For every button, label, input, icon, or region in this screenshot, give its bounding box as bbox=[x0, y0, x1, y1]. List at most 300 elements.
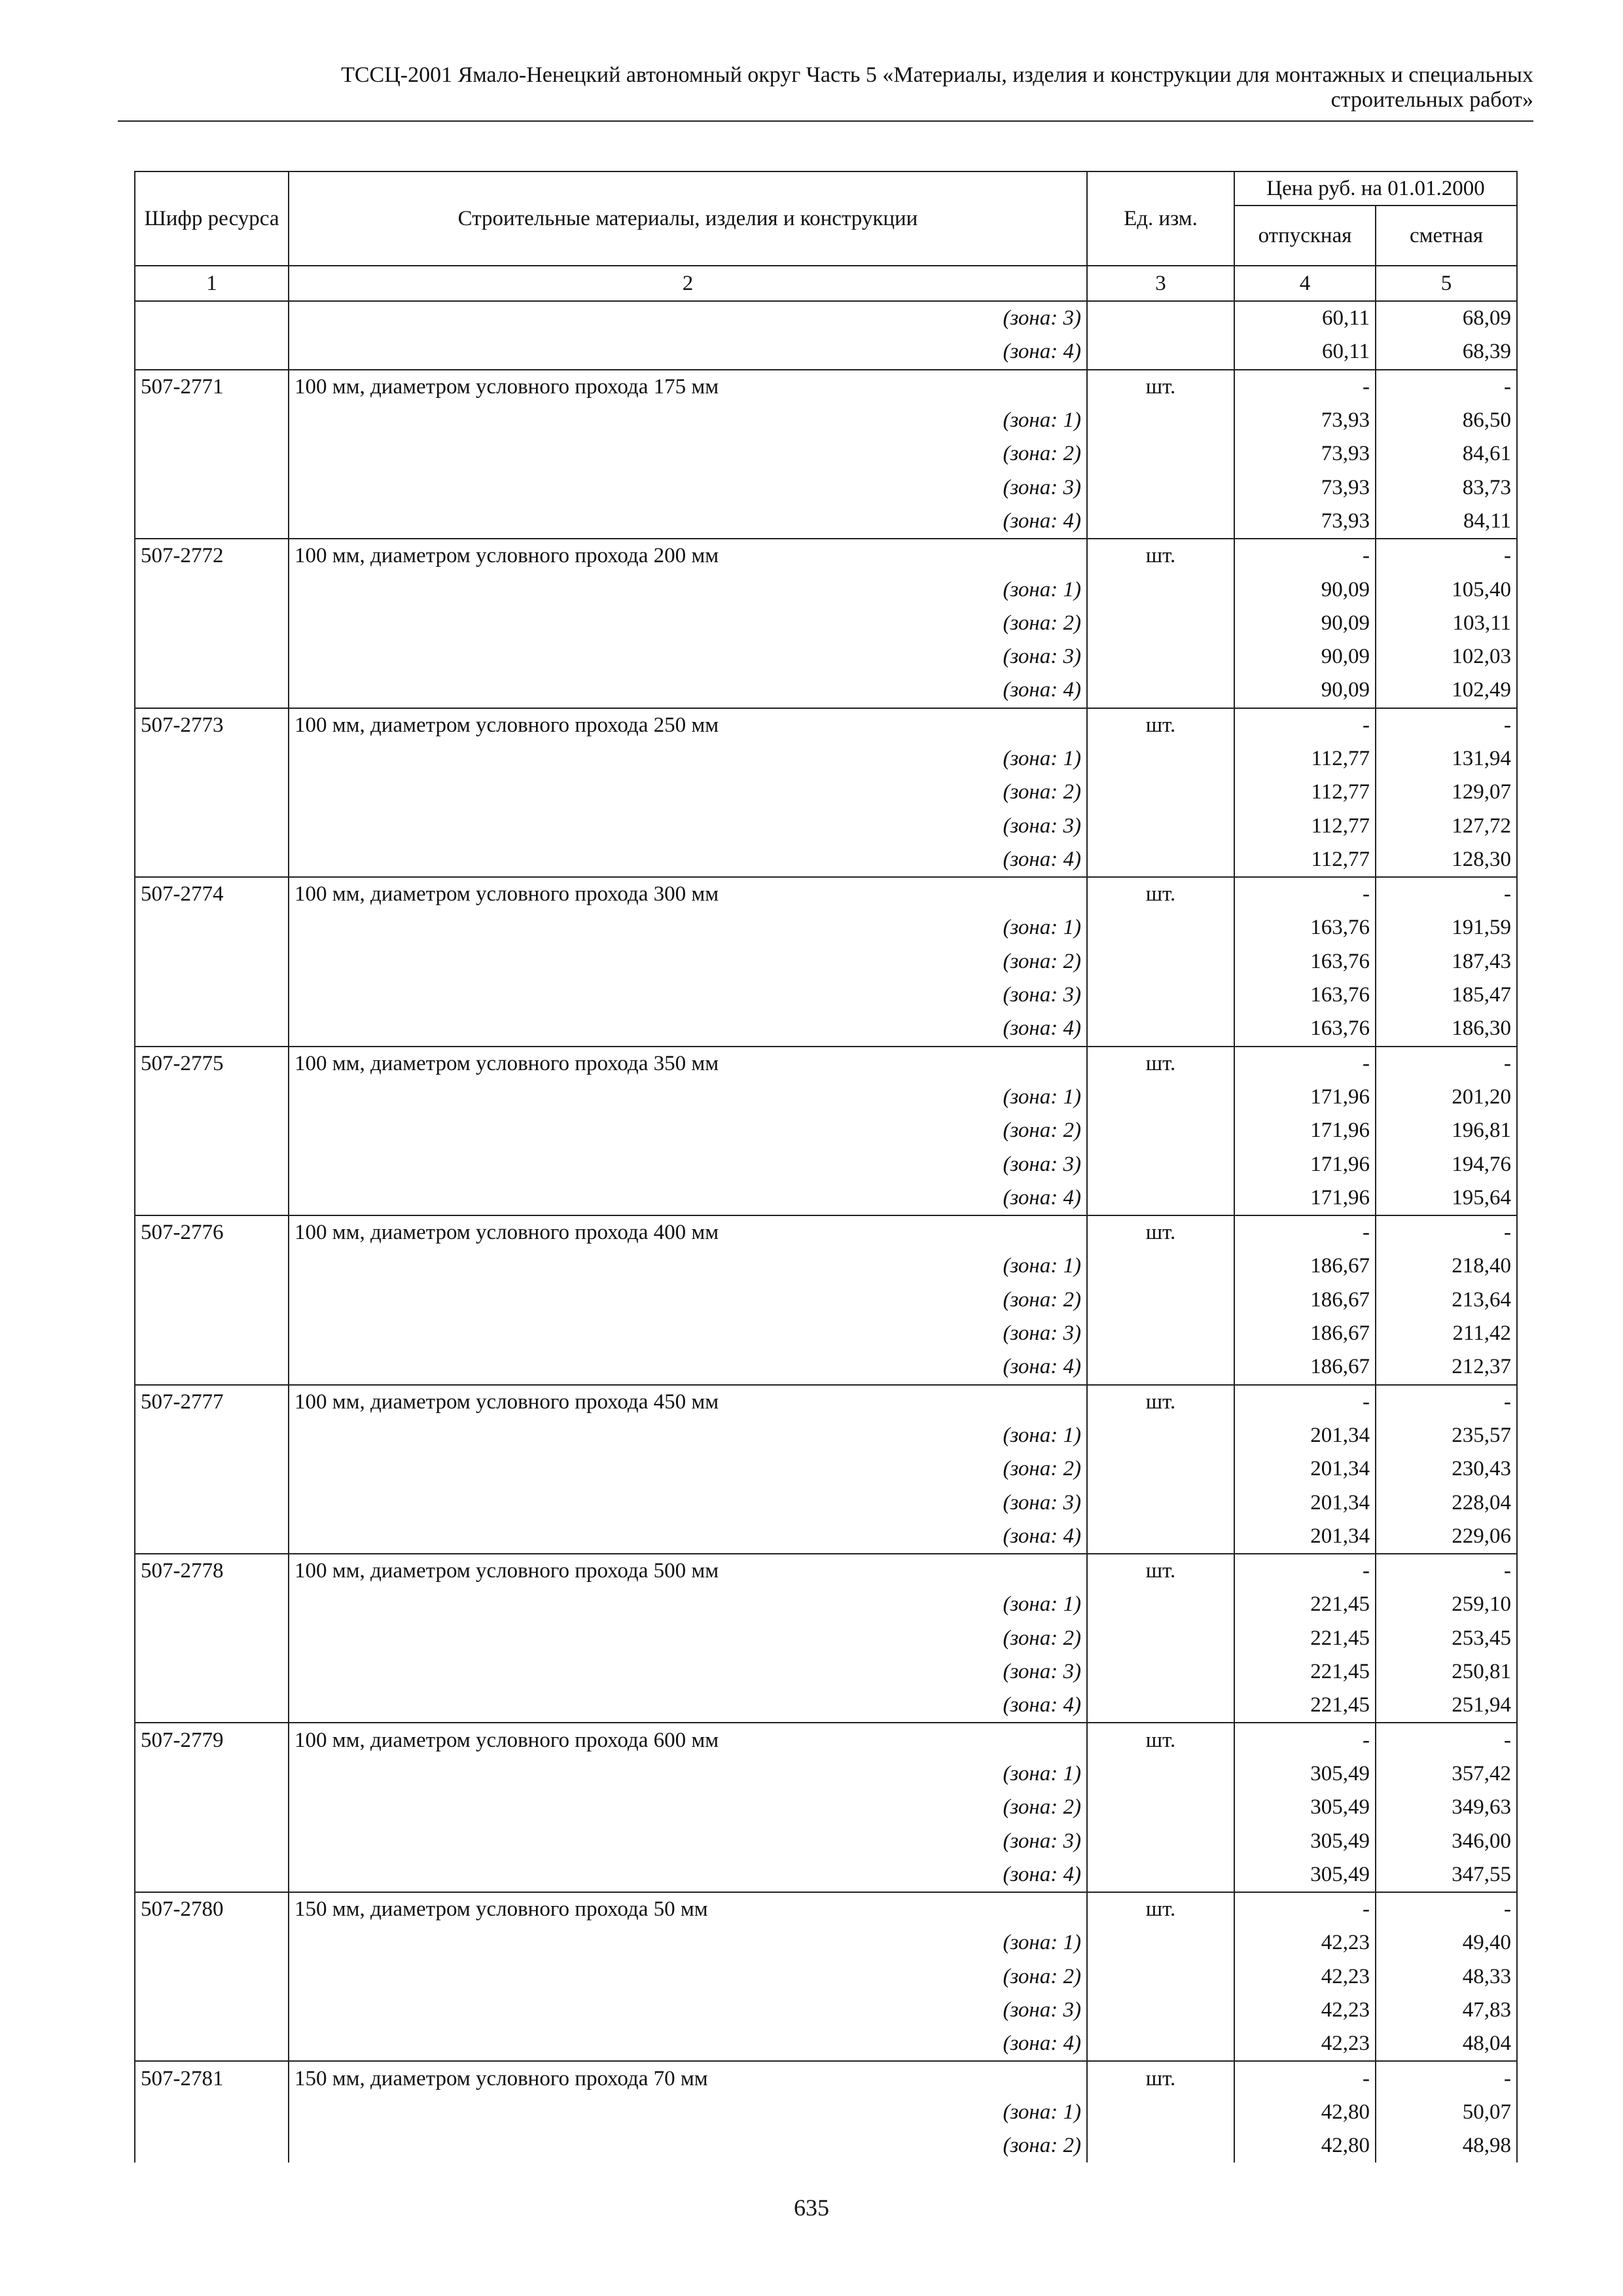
zone-release-price: 163,76 bbox=[1234, 1012, 1376, 1046]
zone-row bbox=[135, 607, 1517, 640]
zone-estimate-price: 103,11 bbox=[1376, 607, 1517, 640]
zone-row bbox=[135, 1283, 1517, 1317]
header-title-line-2: строительных работ» bbox=[1330, 88, 1533, 112]
zone-unit-cell bbox=[1087, 1926, 1234, 1960]
column-header-price-release: отпускная bbox=[1234, 206, 1376, 266]
zone-label: (зона: 1) bbox=[289, 1757, 1087, 1791]
zone-row bbox=[135, 1824, 1517, 1857]
zone-label: (зона: 4) bbox=[289, 673, 1087, 708]
zone-row bbox=[135, 1858, 1517, 1892]
zone-code-cell bbox=[135, 776, 289, 809]
zone-code-cell bbox=[135, 1858, 289, 1892]
zone-row bbox=[135, 301, 1517, 335]
zone-row bbox=[135, 1114, 1517, 1147]
zone-estimate-price: 195,64 bbox=[1376, 1181, 1517, 1215]
resource-code: 507-2775 bbox=[135, 1047, 289, 1081]
zone-row bbox=[135, 1791, 1517, 1824]
zone-code-cell bbox=[135, 1757, 289, 1791]
column-header-code: Шифр ресурса bbox=[135, 171, 289, 266]
zone-label: (зона: 3) bbox=[289, 1994, 1087, 2027]
zone-row bbox=[135, 1520, 1517, 1554]
zone-estimate-price: 50,07 bbox=[1376, 2096, 1517, 2129]
zone-label: (зона: 4) bbox=[289, 335, 1087, 369]
zone-label: (зона: 4) bbox=[289, 505, 1087, 539]
table-row bbox=[135, 1723, 1517, 1757]
zone-release-price: 171,96 bbox=[1234, 1181, 1376, 1215]
zone-row bbox=[135, 404, 1517, 437]
zone-release-price: 42,23 bbox=[1234, 1926, 1376, 1960]
zone-estimate-price: 259,10 bbox=[1376, 1588, 1517, 1621]
zone-release-price: 171,96 bbox=[1234, 1081, 1376, 1114]
zone-label: (зона: 3) bbox=[289, 978, 1087, 1012]
release-price: - bbox=[1234, 1892, 1376, 1926]
table-row bbox=[135, 1215, 1517, 1249]
zone-label: (зона: 4) bbox=[289, 1520, 1087, 1554]
zone-unit-cell bbox=[1087, 471, 1234, 504]
zone-row bbox=[135, 1926, 1517, 1960]
zone-label: (зона: 1) bbox=[289, 742, 1087, 776]
zone-code-cell bbox=[135, 2027, 289, 2061]
zone-label: (зона: 4) bbox=[289, 1181, 1087, 1215]
zone-code-cell bbox=[135, 437, 289, 471]
zone-release-price: 186,67 bbox=[1234, 1350, 1376, 1384]
unit-of-measure: шт. bbox=[1087, 539, 1234, 573]
zone-row bbox=[135, 1081, 1517, 1114]
zone-row bbox=[135, 978, 1517, 1012]
zone-row bbox=[135, 809, 1517, 842]
zone-row bbox=[135, 437, 1517, 471]
zone-estimate-price: 48,04 bbox=[1376, 2027, 1517, 2061]
zone-unit-cell bbox=[1087, 1350, 1234, 1384]
material-name: 100 мм, диаметром условного прохода 250 мм bbox=[289, 708, 1087, 742]
zone-label: (зона: 3) bbox=[289, 1317, 1087, 1350]
zone-estimate-price: 86,50 bbox=[1376, 404, 1517, 437]
zone-label: (зона: 2) bbox=[289, 607, 1087, 640]
zone-label: (зона: 1) bbox=[289, 1249, 1087, 1283]
price-table-header bbox=[135, 171, 1517, 301]
zone-estimate-price: 230,43 bbox=[1376, 1452, 1517, 1486]
zone-code-cell bbox=[135, 1452, 289, 1486]
zone-unit-cell bbox=[1087, 978, 1234, 1012]
zone-release-price: 60,11 bbox=[1234, 301, 1376, 335]
zone-code-cell bbox=[135, 1283, 289, 1317]
zone-unit-cell bbox=[1087, 1081, 1234, 1114]
zone-label: (зона: 2) bbox=[289, 2129, 1087, 2162]
zone-row bbox=[135, 1012, 1517, 1046]
zone-code-cell bbox=[135, 1081, 289, 1114]
zone-row bbox=[135, 1452, 1517, 1486]
zone-release-price: 201,34 bbox=[1234, 1486, 1376, 1519]
material-name: 100 мм, диаметром условного прохода 600 мм bbox=[289, 1723, 1087, 1757]
release-price: - bbox=[1234, 1554, 1376, 1588]
zone-release-price: 73,93 bbox=[1234, 404, 1376, 437]
page-header bbox=[118, 63, 1533, 113]
zone-code-cell bbox=[135, 1588, 289, 1621]
header-title-line-1: ТССЦ-2001 Ямало-Ненецкий автономный округ Часть 5 «Материалы, изделия и конструкции для монтажных и специальных bbox=[341, 63, 1533, 87]
zone-unit-cell bbox=[1087, 573, 1234, 606]
zone-code-cell bbox=[135, 1689, 289, 1723]
column-number-2: 2 bbox=[289, 266, 1087, 301]
table-row bbox=[135, 708, 1517, 742]
zone-release-price: 42,23 bbox=[1234, 1994, 1376, 2027]
unit-of-measure: шт. bbox=[1087, 1892, 1234, 1926]
zone-estimate-price: 218,40 bbox=[1376, 1249, 1517, 1283]
zone-row bbox=[135, 1655, 1517, 1689]
zone-row bbox=[135, 2027, 1517, 2061]
zone-release-price: 171,96 bbox=[1234, 1147, 1376, 1181]
zone-unit-cell bbox=[1087, 505, 1234, 539]
zone-release-price: 112,77 bbox=[1234, 776, 1376, 809]
zone-label: (зона: 3) bbox=[289, 471, 1087, 504]
zone-estimate-price: 346,00 bbox=[1376, 1824, 1517, 1857]
zone-label: (зона: 2) bbox=[289, 1283, 1087, 1317]
column-number-3: 3 bbox=[1087, 266, 1234, 301]
zone-row bbox=[135, 911, 1517, 944]
zone-code-cell bbox=[135, 1926, 289, 1960]
table-row bbox=[135, 1554, 1517, 1588]
zone-row bbox=[135, 945, 1517, 978]
zone-code-cell bbox=[135, 1350, 289, 1384]
column-header-price-estimate: сметная bbox=[1376, 206, 1517, 266]
zone-unit-cell bbox=[1087, 1283, 1234, 1317]
zone-unit-cell bbox=[1087, 1520, 1234, 1554]
zone-estimate-price: 47,83 bbox=[1376, 1994, 1517, 2027]
zone-unit-cell bbox=[1087, 1452, 1234, 1486]
zone-row bbox=[135, 335, 1517, 369]
zone-row bbox=[135, 1350, 1517, 1384]
release-price: - bbox=[1234, 539, 1376, 573]
price-table-body bbox=[135, 301, 1517, 2162]
zone-code-cell bbox=[135, 742, 289, 776]
zone-release-price: 90,09 bbox=[1234, 673, 1376, 708]
zone-release-price: 171,96 bbox=[1234, 1114, 1376, 1147]
zone-estimate-price: 127,72 bbox=[1376, 809, 1517, 842]
material-name: 100 мм, диаметром условного прохода 350 мм bbox=[289, 1047, 1087, 1081]
material-name: 150 мм, диаметром условного прохода 70 мм bbox=[289, 2061, 1087, 2095]
zone-row bbox=[135, 2129, 1517, 2162]
zone-label: (зона: 1) bbox=[289, 404, 1087, 437]
zone-unit-cell bbox=[1087, 1994, 1234, 2027]
zone-code-cell bbox=[135, 673, 289, 708]
table-row bbox=[135, 2061, 1517, 2095]
zone-label: (зона: 1) bbox=[289, 1926, 1087, 1960]
zone-label: (зона: 1) bbox=[289, 573, 1087, 606]
zone-label: (зона: 1) bbox=[289, 1419, 1087, 1452]
zone-estimate-price: 251,94 bbox=[1376, 1689, 1517, 1723]
resource-code: 507-2780 bbox=[135, 1892, 289, 1926]
zone-unit-cell bbox=[1087, 1655, 1234, 1689]
estimate-price: - bbox=[1376, 370, 1517, 404]
zone-unit-cell bbox=[1087, 1960, 1234, 1994]
zone-code-cell bbox=[135, 1147, 289, 1181]
zone-estimate-price: 48,98 bbox=[1376, 2129, 1517, 2162]
release-price: - bbox=[1234, 877, 1376, 911]
zone-release-price: 90,09 bbox=[1234, 573, 1376, 606]
zone-label: (зона: 1) bbox=[289, 911, 1087, 944]
estimate-price: - bbox=[1376, 1047, 1517, 1081]
zone-code-cell bbox=[135, 505, 289, 539]
resource-code: 507-2778 bbox=[135, 1554, 289, 1588]
zone-row bbox=[135, 1960, 1517, 1994]
zone-label: (зона: 3) bbox=[289, 1824, 1087, 1857]
zone-unit-cell bbox=[1087, 404, 1234, 437]
release-price: - bbox=[1234, 370, 1376, 404]
zone-unit-cell bbox=[1087, 809, 1234, 842]
unit-of-measure: шт. bbox=[1087, 877, 1234, 911]
zone-code-cell bbox=[135, 1486, 289, 1519]
zone-code-cell bbox=[135, 1960, 289, 1994]
zone-release-price: 42,80 bbox=[1234, 2096, 1376, 2129]
column-number-1: 1 bbox=[135, 266, 289, 301]
zone-code-cell bbox=[135, 1012, 289, 1046]
zone-code-cell bbox=[135, 607, 289, 640]
unit-of-measure: шт. bbox=[1087, 2061, 1234, 2095]
zone-release-price: 201,34 bbox=[1234, 1520, 1376, 1554]
zone-release-price: 305,49 bbox=[1234, 1858, 1376, 1892]
unit-of-measure: шт. bbox=[1087, 1215, 1234, 1249]
zone-label: (зона: 3) bbox=[289, 1655, 1087, 1689]
zone-release-price: 305,49 bbox=[1234, 1791, 1376, 1824]
estimate-price: - bbox=[1376, 1215, 1517, 1249]
release-price: - bbox=[1234, 1215, 1376, 1249]
zone-estimate-price: 49,40 bbox=[1376, 1926, 1517, 1960]
zone-unit-cell bbox=[1087, 1824, 1234, 1857]
zone-estimate-price: 129,07 bbox=[1376, 776, 1517, 809]
zone-row bbox=[135, 1689, 1517, 1723]
zone-estimate-price: 213,64 bbox=[1376, 1283, 1517, 1317]
zone-code-cell bbox=[135, 573, 289, 606]
zone-label: (зона: 3) bbox=[289, 640, 1087, 673]
release-price: - bbox=[1234, 708, 1376, 742]
zone-code-cell bbox=[135, 471, 289, 504]
zone-release-price: 186,67 bbox=[1234, 1283, 1376, 1317]
table-row bbox=[135, 539, 1517, 573]
zone-code-cell bbox=[135, 1791, 289, 1824]
zone-row bbox=[135, 673, 1517, 708]
zone-unit-cell bbox=[1087, 335, 1234, 369]
zone-estimate-price: 68,39 bbox=[1376, 335, 1517, 369]
zone-release-price: 90,09 bbox=[1234, 607, 1376, 640]
zone-label: (зона: 2) bbox=[289, 776, 1087, 809]
zone-release-price: 42,23 bbox=[1234, 1960, 1376, 1994]
zone-unit-cell bbox=[1087, 1486, 1234, 1519]
table-row bbox=[135, 1892, 1517, 1926]
zone-row bbox=[135, 742, 1517, 776]
zone-row bbox=[135, 776, 1517, 809]
column-number-5: 5 bbox=[1376, 266, 1517, 301]
zone-estimate-price: 196,81 bbox=[1376, 1114, 1517, 1147]
resource-code: 507-2772 bbox=[135, 539, 289, 573]
table-row bbox=[135, 877, 1517, 911]
zone-unit-cell bbox=[1087, 1114, 1234, 1147]
zone-unit-cell bbox=[1087, 776, 1234, 809]
zone-row bbox=[135, 1757, 1517, 1791]
zone-label: (зона: 2) bbox=[289, 1452, 1087, 1486]
zone-label: (зона: 2) bbox=[289, 1114, 1087, 1147]
resource-code: 507-2777 bbox=[135, 1385, 289, 1419]
release-price: - bbox=[1234, 1047, 1376, 1081]
material-name: 100 мм, диаметром условного прохода 300 мм bbox=[289, 877, 1087, 911]
zone-code-cell bbox=[135, 1419, 289, 1452]
zone-estimate-price: 48,33 bbox=[1376, 1960, 1517, 1994]
zone-release-price: 221,45 bbox=[1234, 1655, 1376, 1689]
zone-label: (зона: 2) bbox=[289, 1791, 1087, 1824]
release-price: - bbox=[1234, 1385, 1376, 1419]
resource-code: 507-2781 bbox=[135, 2061, 289, 2095]
zone-estimate-price: 211,42 bbox=[1376, 1317, 1517, 1350]
material-name: 100 мм, диаметром условного прохода 450 мм bbox=[289, 1385, 1087, 1419]
zone-code-cell bbox=[135, 1622, 289, 1655]
zone-code-cell bbox=[135, 335, 289, 369]
zone-row bbox=[135, 1588, 1517, 1621]
zone-release-price: 112,77 bbox=[1234, 809, 1376, 842]
zone-release-price: 112,77 bbox=[1234, 843, 1376, 877]
zone-row bbox=[135, 1147, 1517, 1181]
zone-code-cell bbox=[135, 911, 289, 944]
zone-release-price: 163,76 bbox=[1234, 978, 1376, 1012]
table-row bbox=[135, 1385, 1517, 1419]
page-number: 635 bbox=[794, 2195, 829, 2221]
material-name: 100 мм, диаметром условного прохода 175 мм bbox=[289, 370, 1087, 404]
zone-release-price: 42,80 bbox=[1234, 2129, 1376, 2162]
zone-row bbox=[135, 1317, 1517, 1350]
zone-release-price: 305,49 bbox=[1234, 1757, 1376, 1791]
zone-unit-cell bbox=[1087, 911, 1234, 944]
zone-code-cell bbox=[135, 1317, 289, 1350]
resource-code: 507-2771 bbox=[135, 370, 289, 404]
resource-code: 507-2774 bbox=[135, 877, 289, 911]
zone-code-cell bbox=[135, 843, 289, 877]
zone-row bbox=[135, 1622, 1517, 1655]
estimate-price: - bbox=[1376, 539, 1517, 573]
zone-estimate-price: 349,63 bbox=[1376, 1791, 1517, 1824]
zone-unit-cell bbox=[1087, 2129, 1234, 2162]
zone-row bbox=[135, 1419, 1517, 1452]
zone-release-price: 163,76 bbox=[1234, 911, 1376, 944]
zone-unit-cell bbox=[1087, 301, 1234, 335]
estimate-price: - bbox=[1376, 877, 1517, 911]
material-name: 150 мм, диаметром условного прохода 50 мм bbox=[289, 1892, 1087, 1926]
zone-release-price: 201,34 bbox=[1234, 1452, 1376, 1486]
zone-row bbox=[135, 2096, 1517, 2129]
zone-row bbox=[135, 471, 1517, 504]
zone-unit-cell bbox=[1087, 607, 1234, 640]
material-name: 100 мм, диаметром условного прохода 400 мм bbox=[289, 1215, 1087, 1249]
zone-estimate-price: 229,06 bbox=[1376, 1520, 1517, 1554]
zone-estimate-price: 131,94 bbox=[1376, 742, 1517, 776]
zone-label: (зона: 2) bbox=[289, 1960, 1087, 1994]
zone-estimate-price: 201,20 bbox=[1376, 1081, 1517, 1114]
column-header-name: Строительные материалы, изделия и конструкции bbox=[289, 171, 1087, 266]
zone-release-price: 163,76 bbox=[1234, 945, 1376, 978]
estimate-price: - bbox=[1376, 1723, 1517, 1757]
zone-release-price: 186,67 bbox=[1234, 1317, 1376, 1350]
zone-unit-cell bbox=[1087, 1012, 1234, 1046]
material-name: 100 мм, диаметром условного прохода 200 мм bbox=[289, 539, 1087, 573]
zone-release-price: 60,11 bbox=[1234, 335, 1376, 369]
zone-estimate-price: 235,57 bbox=[1376, 1419, 1517, 1452]
zone-unit-cell bbox=[1087, 673, 1234, 708]
zone-unit-cell bbox=[1087, 1757, 1234, 1791]
zone-label: (зона: 4) bbox=[289, 843, 1087, 877]
zone-unit-cell bbox=[1087, 1181, 1234, 1215]
price-table bbox=[134, 171, 1518, 2162]
zone-label: (зона: 2) bbox=[289, 945, 1087, 978]
zone-estimate-price: 102,03 bbox=[1376, 640, 1517, 673]
zone-row bbox=[135, 1486, 1517, 1519]
zone-estimate-price: 228,04 bbox=[1376, 1486, 1517, 1519]
zone-estimate-price: 186,30 bbox=[1376, 1012, 1517, 1046]
column-number-4: 4 bbox=[1234, 266, 1376, 301]
zone-estimate-price: 250,81 bbox=[1376, 1655, 1517, 1689]
zone-estimate-price: 191,59 bbox=[1376, 911, 1517, 944]
zone-estimate-price: 84,61 bbox=[1376, 437, 1517, 471]
zone-code-cell bbox=[135, 2129, 289, 2162]
zone-code-cell bbox=[135, 301, 289, 335]
zone-label: (зона: 1) bbox=[289, 1588, 1087, 1621]
zone-code-cell bbox=[135, 1655, 289, 1689]
zone-code-cell bbox=[135, 640, 289, 673]
zone-estimate-price: 128,30 bbox=[1376, 843, 1517, 877]
zone-code-cell bbox=[135, 978, 289, 1012]
zone-label: (зона: 3) bbox=[289, 1486, 1087, 1519]
column-header-unit: Ед. изм. bbox=[1087, 171, 1234, 266]
zone-code-cell bbox=[135, 1994, 289, 2027]
zone-release-price: 73,93 bbox=[1234, 437, 1376, 471]
zone-unit-cell bbox=[1087, 640, 1234, 673]
resource-code: 507-2779 bbox=[135, 1723, 289, 1757]
estimate-price: - bbox=[1376, 1554, 1517, 1588]
zone-row bbox=[135, 573, 1517, 606]
zone-estimate-price: 187,43 bbox=[1376, 945, 1517, 978]
zone-estimate-price: 83,73 bbox=[1376, 471, 1517, 504]
zone-unit-cell bbox=[1087, 2027, 1234, 2061]
zone-estimate-price: 84,11 bbox=[1376, 505, 1517, 539]
zone-row bbox=[135, 1181, 1517, 1215]
zone-label: (зона: 3) bbox=[289, 1147, 1087, 1181]
estimate-price: - bbox=[1376, 1892, 1517, 1926]
release-price: - bbox=[1234, 2061, 1376, 2095]
estimate-price: - bbox=[1376, 1385, 1517, 1419]
zone-estimate-price: 253,45 bbox=[1376, 1622, 1517, 1655]
zone-release-price: 90,09 bbox=[1234, 640, 1376, 673]
table-row bbox=[135, 1047, 1517, 1081]
zone-label: (зона: 4) bbox=[289, 1350, 1087, 1384]
zone-label: (зона: 4) bbox=[289, 1689, 1087, 1723]
zone-label: (зона: 2) bbox=[289, 1622, 1087, 1655]
zone-label: (зона: 2) bbox=[289, 437, 1087, 471]
zone-estimate-price: 185,47 bbox=[1376, 978, 1517, 1012]
zone-estimate-price: 68,09 bbox=[1376, 301, 1517, 335]
unit-of-measure: шт. bbox=[1087, 1723, 1234, 1757]
zone-label: (зона: 4) bbox=[289, 1858, 1087, 1892]
zone-unit-cell bbox=[1087, 2096, 1234, 2129]
zone-label: (зона: 1) bbox=[289, 2096, 1087, 2129]
zone-release-price: 221,45 bbox=[1234, 1689, 1376, 1723]
zone-row bbox=[135, 640, 1517, 673]
zone-row bbox=[135, 1249, 1517, 1283]
estimate-price: - bbox=[1376, 2061, 1517, 2095]
zone-release-price: 112,77 bbox=[1234, 742, 1376, 776]
zone-label: (зона: 3) bbox=[289, 301, 1087, 335]
zone-code-cell bbox=[135, 1114, 289, 1147]
zone-code-cell bbox=[135, 2096, 289, 2129]
zone-label: (зона: 1) bbox=[289, 1081, 1087, 1114]
unit-of-measure: шт. bbox=[1087, 1385, 1234, 1419]
zone-estimate-price: 347,55 bbox=[1376, 1858, 1517, 1892]
zone-release-price: 42,23 bbox=[1234, 2027, 1376, 2061]
column-header-price-group: Цена руб. на 01.01.2000 bbox=[1234, 171, 1517, 206]
